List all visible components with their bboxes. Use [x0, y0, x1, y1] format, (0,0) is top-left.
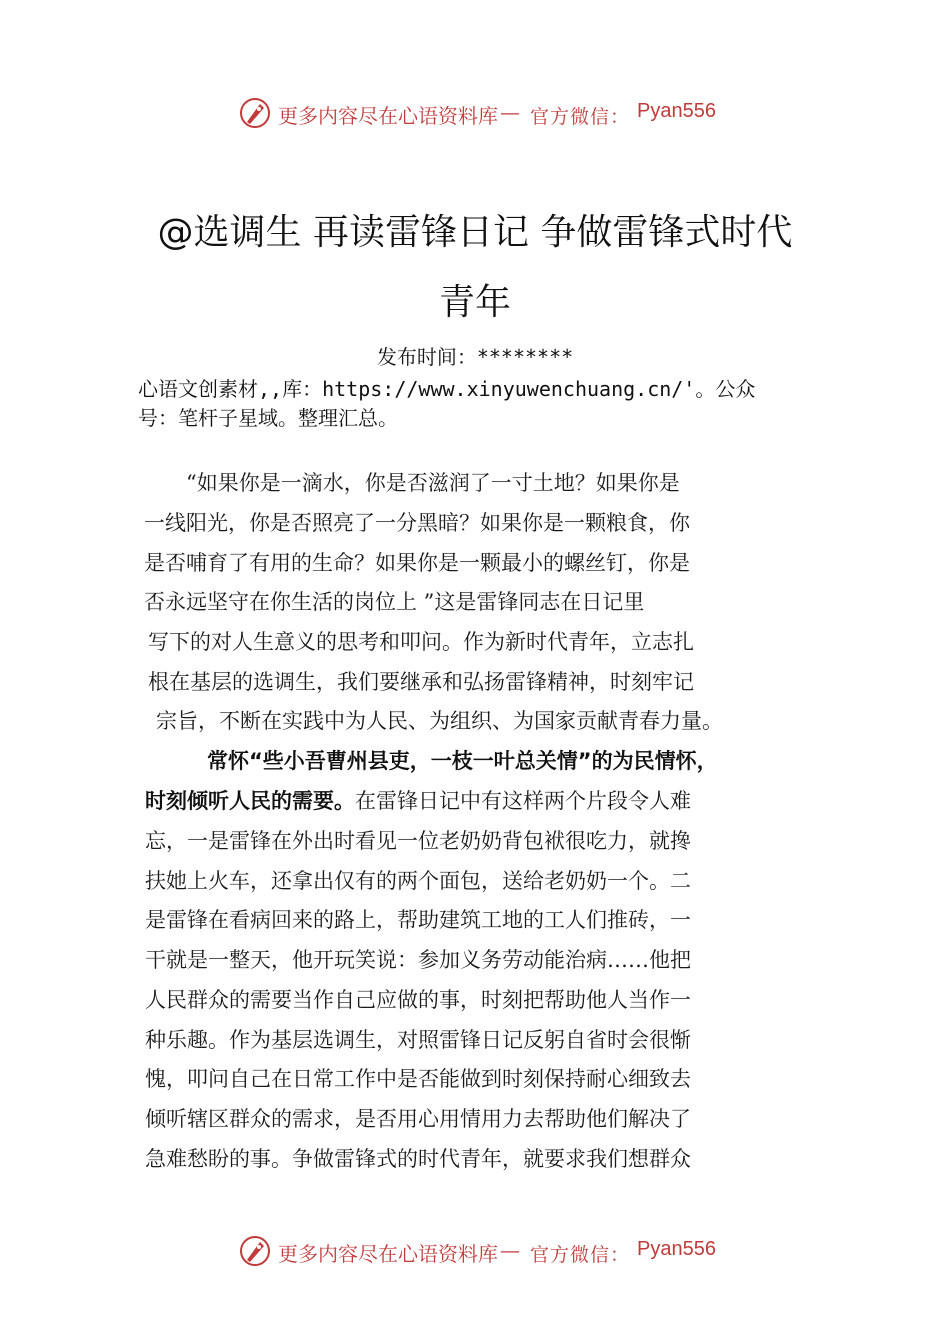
section-heading-line-2 — [145, 785, 691, 815]
paragraph-2-text: 在雷锋日记中有这样两个片段令人难 — [355, 789, 691, 813]
source-line-2: 号：笔杆子星域。整理汇总。 — [138, 406, 398, 430]
paragraph-2-line: 急难愁盼的事。争做雷锋式的时代青年，就要求我们想群众 — [145, 1147, 691, 1171]
section-heading-bold: 时刻倾听人民的需要。 — [145, 789, 355, 813]
paragraph-2-line: 人民群众的需要当作自己应做的事，时刻把帮助他人当作一 — [145, 988, 691, 1012]
banner-dash: — — [500, 1238, 520, 1262]
banner-wechat-id: Pyan556 — [637, 1238, 716, 1260]
paragraph-2-line: 干就是一整天，他开玩笑说：参加义务劳动能治病……他把 — [145, 948, 691, 972]
paragraph-1-line: 宗旨，不断在实践中为人民、为组织、为国家贡献青春力量。 — [156, 709, 723, 733]
page-title-line-2: 青年 — [438, 282, 511, 323]
banner-wechat-label: 官方微信： — [530, 106, 631, 128]
page-title-line-1: @选调生 再读雷锋日记 争做雷锋式时代 — [157, 212, 793, 253]
paragraph-2-line: 是雷锋在看病回来的路上，帮助建筑工地的工人们推砖，一 — [145, 908, 691, 932]
header-banner — [0, 94, 950, 134]
banner-dash: — — [500, 100, 520, 124]
publish-date: 发布时间：******** — [376, 345, 574, 369]
pen-nib-logo-icon — [238, 1234, 272, 1268]
paragraph-1-line: 根在基层的选调生，我们要继承和弘扬雷锋精神，时刻牢记 — [148, 670, 694, 694]
paragraph-1-line: 写下的对人生意义的思考和叩问。作为新时代青年，立志扎 — [148, 630, 694, 654]
paragraph-2-line: 忘，一是雷锋在外出时看见一位老奶奶背包袱很吃力，就搀 — [145, 829, 691, 853]
pen-nib-logo-icon — [238, 96, 272, 130]
banner-text: 更多内容尽在心语资料库 — [278, 1242, 498, 1266]
footer-banner — [0, 1232, 950, 1272]
paragraph-2-line: 扶她上火车，还拿出仅有的两个面包，送给老奶奶一个。二 — [145, 869, 691, 893]
paragraph-1-line: “如果你是一滴水，你是否滋润了一寸土地？如果你是 — [186, 471, 680, 495]
paragraph-2-line: 倾听辖区群众的需求，是否用心用情用力去帮助他们解决了 — [145, 1107, 691, 1131]
paragraph-2-line: 种乐趣。作为基层选调生，对照雷锋日记反躬自省时会很惭 — [145, 1028, 691, 1052]
paragraph-1-line: 否永远坚守在你生活的岗位上 ”这是雷锋同志在日记里 — [144, 590, 645, 614]
section-heading-line-1: 常怀“些小吾曹州县吏，一枝一叶总关情”的为民情怀， — [207, 749, 718, 773]
paragraph-2-line: 愧，叩问自己在日常工作中是否能做到时刻保持耐心细致去 — [145, 1067, 691, 1091]
banner-wechat-id: Pyan556 — [637, 100, 716, 122]
paragraph-1-line: 一线阳光，你是否照亮了一分黑暗？如果你是一颗粮食，你 — [144, 511, 690, 535]
paragraph-1-line: 是否哺育了有用的生命？如果你是一颗最小的螺丝钉，你是 — [144, 551, 690, 575]
banner-wechat-label: 官方微信： — [530, 1244, 631, 1266]
banner-text: 更多内容尽在心语资料库 — [278, 104, 498, 128]
source-line-1: 心语文创素材,,库：https://www.xinyuwenchuang.cn/'。公众 — [138, 377, 756, 401]
